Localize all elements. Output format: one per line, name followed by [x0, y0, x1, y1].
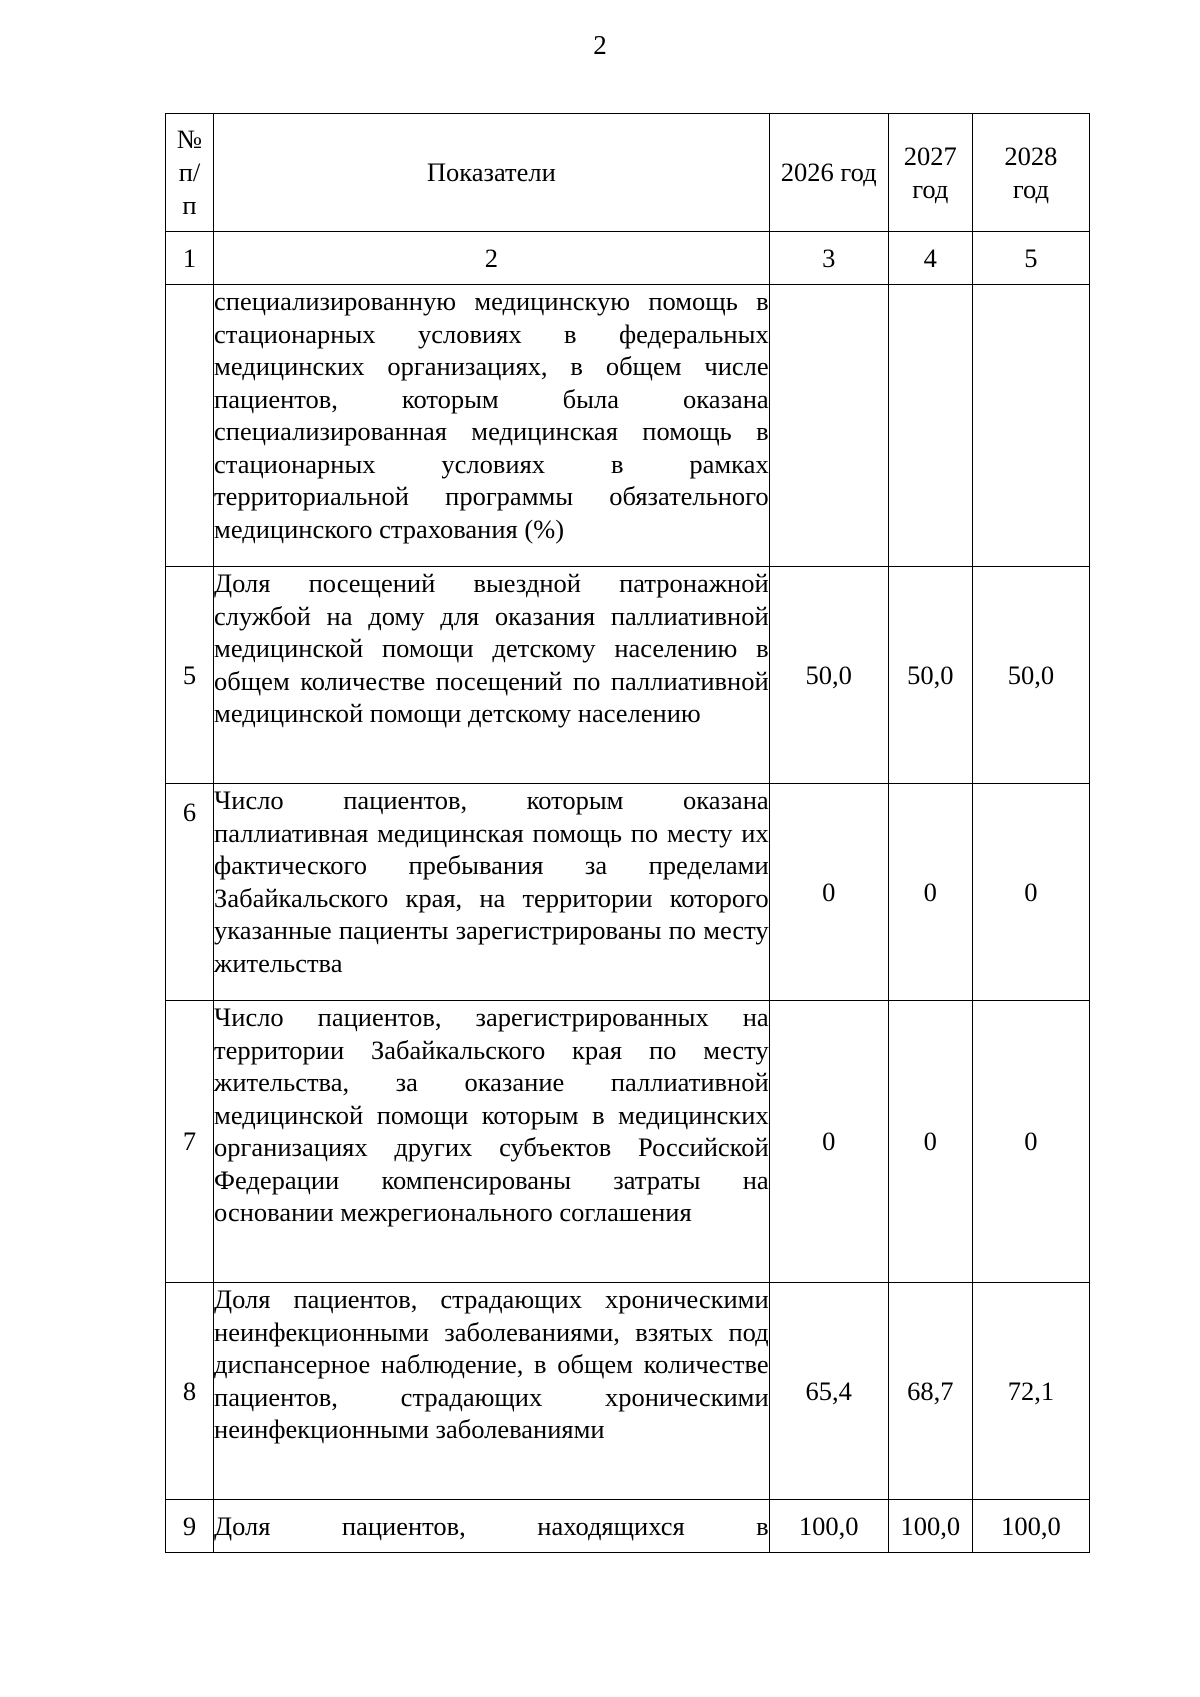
header-2027 [888, 114, 972, 232]
column-index: 3 [769, 232, 888, 285]
value-2028: 100,0 [972, 1500, 1089, 1553]
indicator-name: специализированную медицинскую помощь в стационарных условиях в федеральных медицинских организациях, в общем числе пациентов, которым была оказана специализированная медицинская помощь в стационарных условиях в рамках территориальной программы обязательного медицинского страхования (%) [214, 285, 770, 567]
header-num-line: № [176, 124, 203, 154]
indicator-name: Доля пациентов, находящихся в [214, 1500, 770, 1553]
value-2026: 0 [769, 1001, 888, 1283]
row-number: 8 [166, 1283, 214, 1500]
header-indicators: Показатели [214, 114, 770, 232]
value-2026: 0 [769, 784, 888, 1001]
value-2026: 50,0 [769, 567, 888, 784]
indicator-name: Число пациентов, зарегистрированных на территории Забайкальского края по месту жительства, за оказание паллиативной медицинской помощи которым в медицинских организациях других субъектов Российской Федерации компенсированы затраты на основании межрегионального соглашения [214, 1001, 770, 1283]
value-2027: 0 [888, 784, 972, 1001]
row-number: 7 [166, 1001, 214, 1283]
table-header-row [166, 114, 1090, 232]
value-2028: 50,0 [972, 567, 1089, 784]
table-row [166, 784, 1090, 1001]
column-index: 5 [972, 232, 1089, 285]
header-2028-line: год [1012, 173, 1050, 204]
value-2026: 100,0 [769, 1500, 888, 1553]
column-index: 4 [888, 232, 972, 285]
row-number: 6 [166, 784, 214, 1001]
indicator-name: Число пациентов, которым оказана паллиативная медицинская помощь по месту их фактического пребывания за пределами Забайкальского края, на территории которого указанные пациенты зарегистрированы по месту жительства [214, 784, 770, 1001]
header-2028-line: 2028 [1004, 140, 1058, 171]
value-2026 [769, 285, 888, 567]
row-number [166, 285, 214, 567]
value-2027: 68,7 [888, 1283, 972, 1500]
row-number: 5 [166, 567, 214, 784]
table-row [166, 1283, 1090, 1500]
value-2027: 0 [888, 1001, 972, 1283]
value-2027 [888, 285, 972, 567]
header-2027-line: год [912, 173, 949, 204]
header-2027-line: 2027 [903, 140, 957, 171]
column-index: 2 [214, 232, 770, 285]
indicator-name: Доля посещений выездной патронажной службой на дому для оказания паллиативной медицинской помощи детскому населению в общем количестве посещений по паллиативной медицинской помощи детскому населению [214, 567, 770, 784]
table-row [166, 1001, 1090, 1283]
value-2026: 65,4 [769, 1283, 888, 1500]
header-2028 [972, 114, 1089, 232]
value-2027: 100,0 [888, 1500, 972, 1553]
header-2026: 2026 год [769, 114, 888, 232]
value-2028 [972, 285, 1089, 567]
indicators-table [165, 113, 1090, 1553]
value-2028: 72,1 [972, 1283, 1089, 1500]
column-index: 1 [166, 232, 214, 285]
value-2027: 50,0 [888, 567, 972, 784]
value-2028: 0 [972, 784, 1089, 1001]
table-row [166, 567, 1090, 784]
column-index-row [166, 232, 1090, 285]
page-number: 2 [593, 30, 607, 60]
row-number: 9 [166, 1500, 214, 1553]
header-num-line: п/ [178, 157, 201, 187]
indicator-name: Доля пациентов, страдающих хроническими неинфекционными заболеваниями, взятых под диспансерное наблюдение, в общем количестве пациентов, страдающих хроническими неинфекционными заболеваниями [214, 1283, 770, 1500]
table-row [166, 285, 1090, 567]
table-row [166, 1500, 1090, 1553]
header-num [166, 114, 214, 232]
value-2028: 0 [972, 1001, 1089, 1283]
header-num-line: п [182, 190, 197, 220]
